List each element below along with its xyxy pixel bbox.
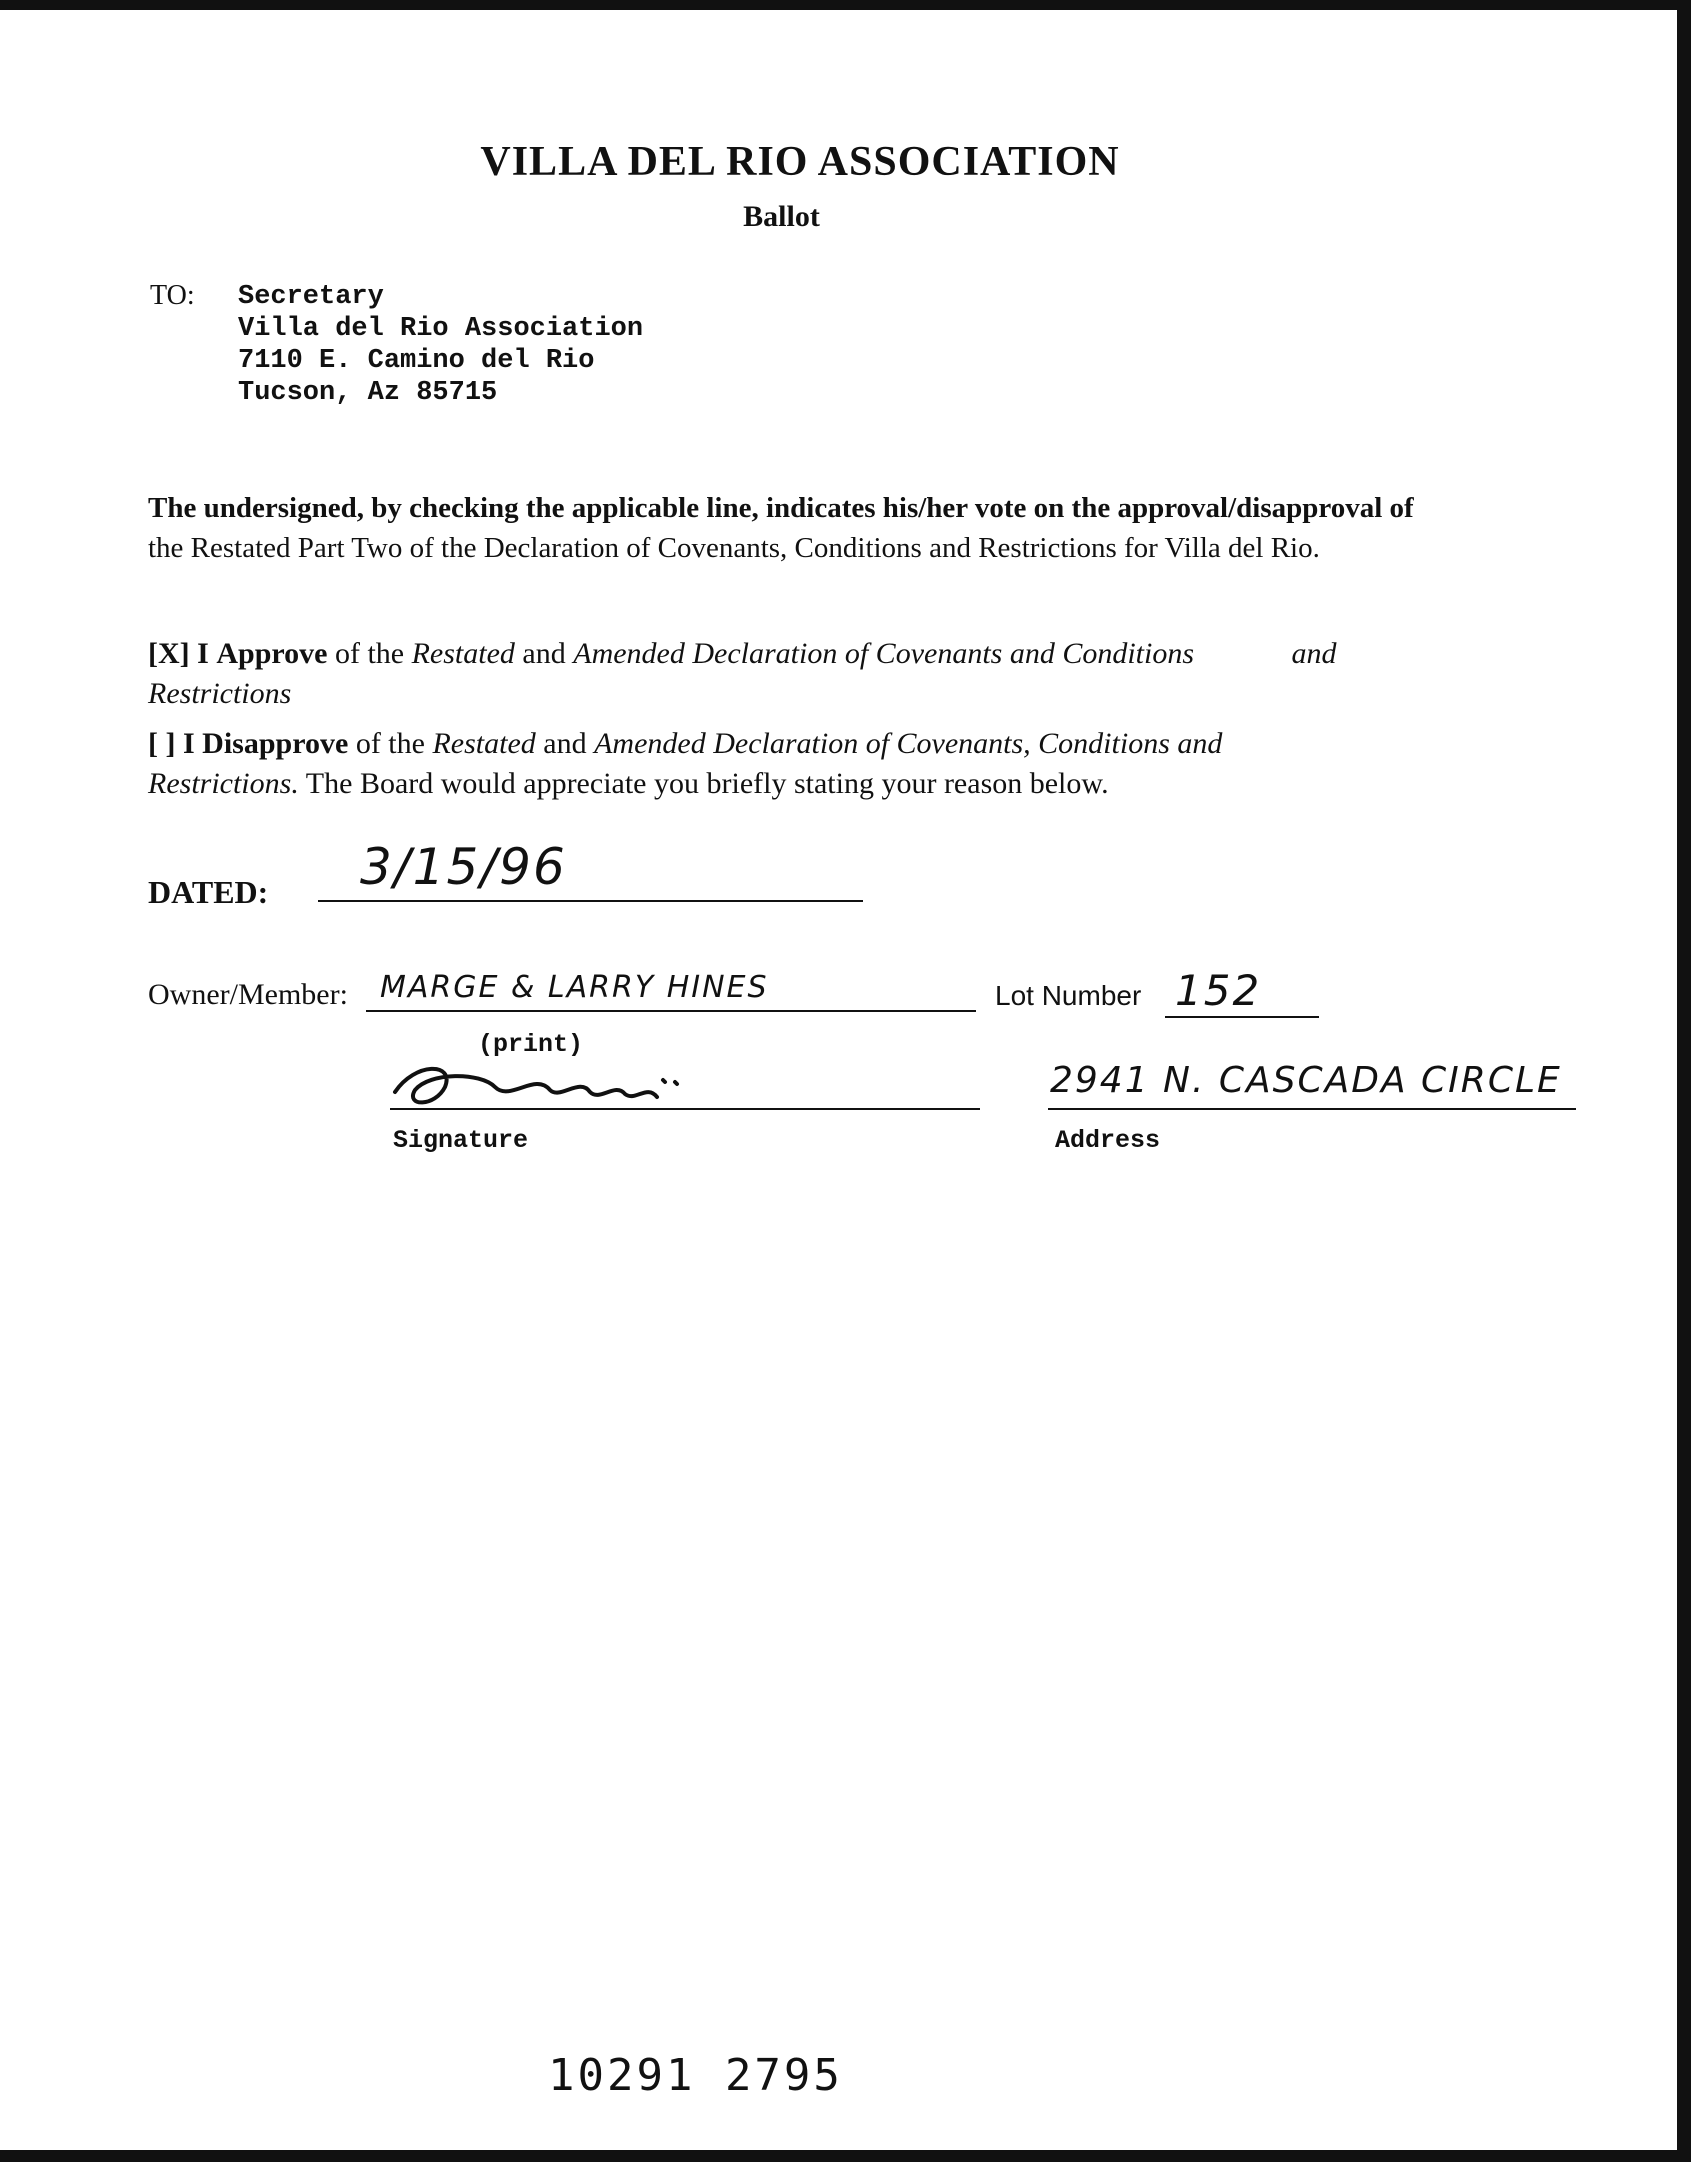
approve-restrictions: Restrictions xyxy=(148,677,292,710)
scan-border-bottom xyxy=(0,2150,1691,2162)
approve-restated: Restated xyxy=(411,637,515,670)
disapprove-note: The Board would appreciate you briefly stating your reason below. xyxy=(305,767,1109,800)
intro-paragraph xyxy=(148,488,1568,568)
document-number: 10291 2795 xyxy=(548,2050,843,2101)
address-underline xyxy=(1048,1108,1576,1110)
signature-label: Signature xyxy=(393,1126,529,1155)
owner-underline xyxy=(366,1010,976,1012)
lot-number-value[interactable]: 152 xyxy=(1175,966,1262,1015)
lot-number-label: Lot Number xyxy=(995,980,1142,1011)
owner-label: Owner/Member: xyxy=(148,978,348,1011)
recipient-line: Secretary xyxy=(238,282,384,312)
lot-number-underline xyxy=(1165,1016,1319,1018)
recipient-line: Tucson, Az 85715 xyxy=(238,378,498,408)
disapprove-restrictions: Restrictions. xyxy=(148,767,299,800)
disapprove-checkbox[interactable]: [ ] xyxy=(148,727,176,760)
print-label: (print) xyxy=(478,1030,584,1059)
document-title: VILLA DEL RIO ASSOCIATION xyxy=(480,139,1120,185)
dated-label: DATED: xyxy=(148,874,269,910)
recipient-line: 7110 E. Camino del Rio xyxy=(238,346,595,376)
disapprove-of-the: of the xyxy=(355,727,425,760)
scan-border-top xyxy=(0,0,1691,10)
disapprove-restated: Restated xyxy=(432,727,536,760)
address-value[interactable]: 2941 N. CASCADA CIRCLE xyxy=(1050,1060,1562,1101)
disapprove-option[interactable] xyxy=(148,724,1548,804)
signature-mark xyxy=(385,1052,745,1112)
recipient-line: Villa del Rio Association xyxy=(238,314,644,344)
intro-bold-text: The undersigned, by checking the applicable line, indicates his/her vote on the approval/disapproval of xyxy=(148,492,1414,524)
approve-checkbox[interactable]: [X] xyxy=(148,637,190,670)
approve-and: and xyxy=(522,637,566,670)
owner-value[interactable]: MARGE & LARRY HINES xyxy=(380,970,769,1005)
to-label: TO: xyxy=(150,280,195,311)
dated-underline xyxy=(318,900,863,902)
disapprove-and: and xyxy=(543,727,587,760)
intro-plain-text: the Restated Part Two of the Declaration of Covenants, Conditions and Restrictions for Villa del Rio. xyxy=(148,532,1320,564)
approve-and-2: and xyxy=(1291,637,1337,670)
disapprove-lead: I xyxy=(182,727,195,760)
scan-border-right xyxy=(1677,0,1691,2162)
approve-of-the: of the xyxy=(334,637,405,670)
approve-verb: Approve xyxy=(216,637,328,670)
address-label: Address xyxy=(1055,1126,1161,1155)
document-subtitle: Ballot xyxy=(743,200,820,233)
approve-option[interactable] xyxy=(148,634,1548,714)
disapprove-verb: Disapprove xyxy=(202,727,349,760)
dated-value[interactable]: 3/15/96 xyxy=(360,838,567,896)
disapprove-amended: Amended Declaration of Covenants, Conditions and xyxy=(594,727,1223,760)
approve-lead: I xyxy=(197,637,209,670)
approve-amended: Amended Declaration of Covenants and Conditions xyxy=(573,637,1195,670)
